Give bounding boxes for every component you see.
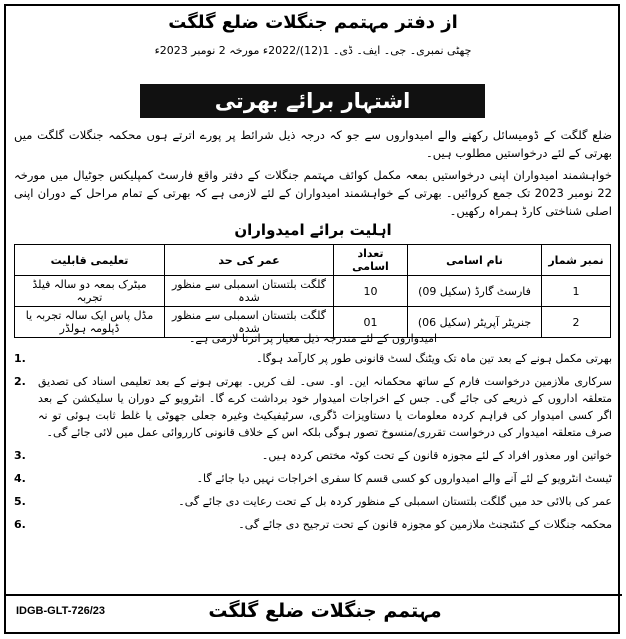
letter-number: چھٹی نمبری۔ جی۔ ایف۔ ڈی۔ 1(12)/2022ء مورخہ 2 نومبر 2023ء: [154, 44, 472, 57]
intro-paragraph-2: خواہشمند امیدواران اپنی درخواستیں بمعہ مکمل کوائف مہتمم جنگلات کے دفتر واقع فارسٹ کمپلیکس جوٹیال میں مورخہ 22 نومبر 2023 تک جمع کروائیں۔ بھرتی کے خواہشمند امیدواران کے لئے لازمی ہے کہ بھرتی کے تمام مراحل کے دوران اپنی اصلی شناختی کارڈ ہمراہ رکھیں۔: [14, 168, 612, 218]
cell-post: فارسٹ گارڈ (سکیل 09): [408, 276, 542, 307]
footer-divider: [4, 594, 622, 596]
cell-age: گلگت بلتستان اسمبلی سے منظور شدہ: [165, 307, 334, 338]
condition-text: محکمہ جنگلات کے کنٹنجنٹ ملازمین کو مجوزہ قانون کے تحت ترجیح دی جائے گی۔: [238, 518, 612, 531]
condition-number: 6.: [14, 518, 26, 531]
header-serial: نمبر شمار: [542, 245, 611, 276]
condition-item: [14, 516, 612, 533]
condition-item: [14, 373, 612, 441]
table-row: [15, 276, 611, 307]
table-header-row: [15, 245, 611, 276]
condition-text: عمر کی بالائی حد میں گلگت بلتستان اسمبلی کے منظور کردہ بل کے تحت رعایت دی جائے گی۔: [178, 495, 612, 508]
signatory-title: مہتمم جنگلات ضلع گلگت: [208, 600, 442, 622]
condition-text: سرکاری ملازمین درخواست فارم کے ساتھ محکمانہ این۔ او۔ سی۔ لف کریں۔ بھرتی ہونے کے بعد تعلیمی اسناد کی تصدیق متعلقہ اداروں کے ذریعے کی جائے گی۔ جس کے اخراجات امیدوار خود برداشت کرے گا۔ انٹرویو کے دوران یا سلیکشن کے بعد اگر کسی امیدوار کی فراہم کردہ معلومات یا دستاویزات ڈگری، سرٹیفیکیٹ وغیرہ جعلی جھوٹی یا غلط ثابت ہوئی تو نہ صرف متعلقہ امیدوار کی درخواست تقرری/منسوخ تصور ہوگی بلکہ اس کے خلاف قانونی کارروائی عمل میں لائی جائے گی۔: [38, 375, 612, 439]
cell-count: 10: [334, 276, 408, 307]
cell-qualification: میٹرک بمعہ دو سالہ فیلڈ تجربہ: [15, 276, 165, 307]
header-age: عمر کی حد: [165, 245, 334, 276]
cell-age: گلگت بلتستان اسمبلی سے منظور شدہ: [165, 276, 334, 307]
condition-text: ٹیسٹ انٹرویو کے لئے آنے والے امیدواروں کو کسی قسم کا سفری اخراجات نہیں دیا جائے گا۔: [196, 472, 612, 485]
vacancy-table: [14, 244, 611, 338]
office-heading: از دفتر مہتمم جنگلات ضلع گلگت: [168, 12, 458, 33]
cell-serial: 1: [542, 276, 611, 307]
condition-number: 1.: [14, 352, 26, 365]
cell-post: جنریٹر آپریٹر (سکیل 06): [408, 307, 542, 338]
recruitment-banner: اشتہار برائے بھرتی: [140, 84, 485, 118]
condition-number: 4.: [14, 472, 26, 485]
condition-item: [14, 447, 612, 464]
header-qualification: تعلیمی قابلیت: [15, 245, 165, 276]
cell-qualification: مڈل پاس ایک سالہ تجربہ یا ڈپلومہ ہولڈر: [15, 307, 165, 338]
condition-number: 3.: [14, 449, 26, 462]
condition-number: 2.: [14, 375, 26, 388]
header-post: نام اسامی: [408, 245, 542, 276]
reference-code: IDGB-GLT-726/23: [16, 605, 106, 617]
condition-item: [14, 470, 612, 487]
condition-item: [14, 350, 612, 367]
condition-text: خواتین اور معذور افراد کے لئے مجوزہ قانون کے تحت کوٹہ مختص کردہ ہیں۔: [261, 449, 612, 462]
cell-count: 01: [334, 307, 408, 338]
condition-text: بھرتی مکمل ہونے کے بعد تین ماہ تک ویٹنگ لسٹ قانونی طور پر کارآمد ہوگا۔: [256, 352, 612, 365]
header-count: تعداد اسامی: [334, 245, 408, 276]
intro-paragraph-1: ضلع گلگت کے ڈومیسائل رکھنے والے امیدواروں سے جو کہ درجہ ذیل شرائط پر پورے اترتے ہوں محکمہ جنگلات گلگت میں بھرتی کے لئے درخواستیں مطلوب ہیں۔: [14, 128, 612, 160]
condition-number: 5.: [14, 495, 26, 508]
conditions-intro: امیدواروں کے لئے مندرجہ ذیل معیار پر اترنا لازمی ہے۔: [188, 332, 438, 345]
eligibility-heading: اہلیت برائے امیدواران: [234, 221, 392, 239]
cell-serial: 2: [542, 307, 611, 338]
condition-item: [14, 493, 612, 510]
conditions-list: [14, 350, 612, 539]
